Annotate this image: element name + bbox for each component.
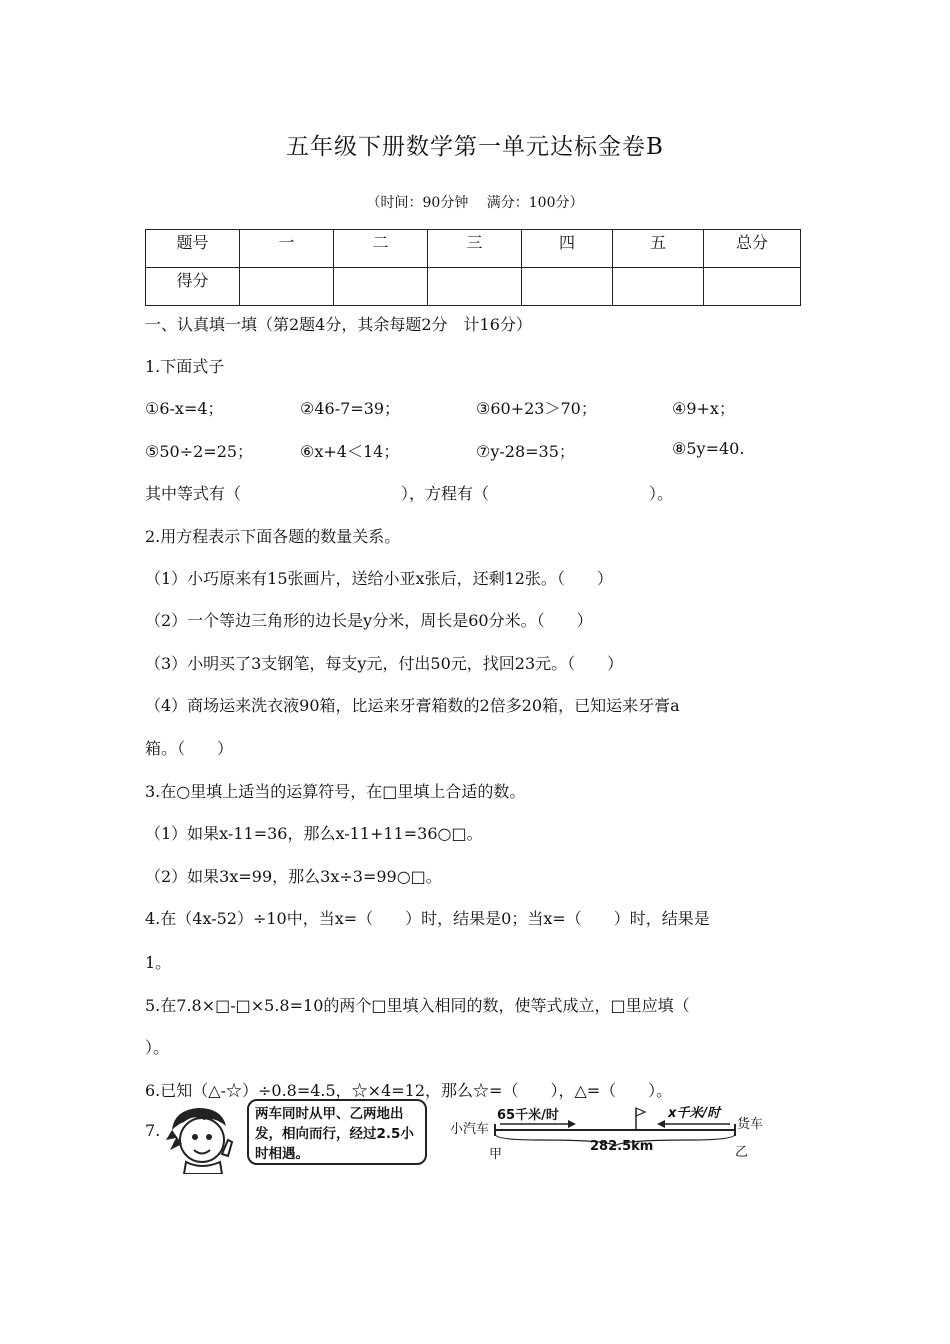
q1-item: ⑤50÷2=25；	[145, 442, 254, 461]
left-vehicle-label: 小汽车	[450, 1122, 490, 1137]
q1-item: ⑦y-28=35；	[476, 442, 575, 461]
score-input-cell[interactable]	[334, 268, 428, 306]
left-speed-label: 65千米/时	[497, 1108, 559, 1123]
score-input-cell[interactable]	[522, 268, 613, 306]
smile	[194, 1150, 210, 1154]
cartoon-boy-illustration	[164, 1104, 244, 1174]
right-eye	[206, 1134, 212, 1140]
score-input-cell[interactable]	[240, 268, 334, 306]
section-heading: 一、认真填一填（第2题4分，其余每题2分 计16分）	[145, 315, 532, 334]
question-3-stem: 3.在○里填上适当的运算符号，在□里填上合适的数。	[145, 782, 526, 801]
q1-item: ⑥x+4＜14；	[300, 442, 400, 461]
right-arrow-head	[657, 1120, 665, 1128]
speech-bubble: 两车同时从甲、乙两地出发，相向而行，经过2.5小时相遇。	[247, 1099, 427, 1165]
exam-info: （时间：90分钟 满分：100分）	[366, 195, 584, 211]
table-cell: 五	[613, 230, 704, 268]
table-cell: 一	[240, 230, 334, 268]
table-cell: 题号	[146, 230, 240, 268]
q1-item: ③60+23＞70；	[476, 399, 597, 418]
question-4[interactable]: 4.在（4x-52）÷10中，当x=（ ）时，结果是0；当x=（ ）时，结果是	[145, 909, 710, 928]
right-vehicle-label: 货车	[737, 1117, 764, 1132]
left-place-label: 甲	[489, 1147, 503, 1162]
q2-part[interactable]: （3）小明买了3支钢笔，每支y元，付出50元，找回23元。（ ）	[145, 654, 624, 673]
q1-item: ②46-7=39；	[300, 399, 401, 418]
q2-part-continued[interactable]: 箱。（ ）	[145, 739, 234, 758]
question-5[interactable]: 5.在7.8×□-□×5.8=10的两个□里填入相同的数，使等式成立，□里应填（	[145, 996, 690, 1015]
q1-item: ④9+x；	[672, 399, 735, 418]
q2-part[interactable]: （1）小巧原来有15张画片，送给小亚x张后，还剩12张。（ ）	[145, 569, 613, 588]
meeting-flag-icon	[636, 1108, 645, 1116]
score-table	[145, 229, 801, 306]
right-place-label: 乙	[735, 1145, 749, 1160]
q2-part[interactable]: （2）一个等边三角形的边长是y分米，周长是60分米。（ ）	[145, 611, 593, 630]
table-cell: 总分	[704, 230, 801, 268]
score-input-cell[interactable]	[428, 268, 522, 306]
q1-answer-line[interactable]: 其中等式有（ ），方程有（ ）。	[145, 484, 674, 503]
table-cell: 得分	[146, 268, 240, 306]
question-4-continued: 1。	[145, 953, 172, 972]
table-cell: 三	[428, 230, 522, 268]
question-5-continued: ）。	[145, 1038, 170, 1057]
question-2-stem: 2.用方程表示下面各题的数量关系。	[145, 527, 401, 546]
table-cell: 四	[522, 230, 613, 268]
table-row	[146, 230, 801, 268]
left-arrow-head	[568, 1120, 576, 1128]
q3-part[interactable]: （2）如果3x=99，那么3x÷3=99○□。	[145, 867, 442, 886]
page-title: 五年级下册数学第一单元达标金卷B	[286, 134, 664, 160]
right-speed-label: x千米/时	[668, 1106, 721, 1121]
q1-item: ⑧5y=40.	[672, 439, 745, 458]
question-6[interactable]: 6.已知（△-☆）÷0.8=4.5，☆×4=12，那么☆=（ ），△=（ ）。	[145, 1081, 673, 1100]
question-7-number: 7.	[145, 1121, 161, 1140]
left-eye	[192, 1134, 198, 1140]
q2-part: （4）商场运来洗衣液90箱，比运来牙膏箱数的2倍多20箱，已知运来牙膏a	[145, 696, 680, 715]
q1-item: ①6-x=4；	[145, 399, 224, 418]
score-input-cell[interactable]	[613, 268, 704, 306]
q3-part[interactable]: （1）如果x-11=36，那么x-11+11=36○□。	[145, 824, 483, 843]
face	[180, 1118, 224, 1162]
distance-label: 282.5km	[590, 1139, 654, 1154]
score-input-cell[interactable]	[704, 268, 801, 306]
table-cell: 二	[334, 230, 428, 268]
collar	[184, 1162, 222, 1174]
table-row	[146, 268, 801, 306]
question-1-stem: 1.下面式子	[145, 357, 225, 376]
